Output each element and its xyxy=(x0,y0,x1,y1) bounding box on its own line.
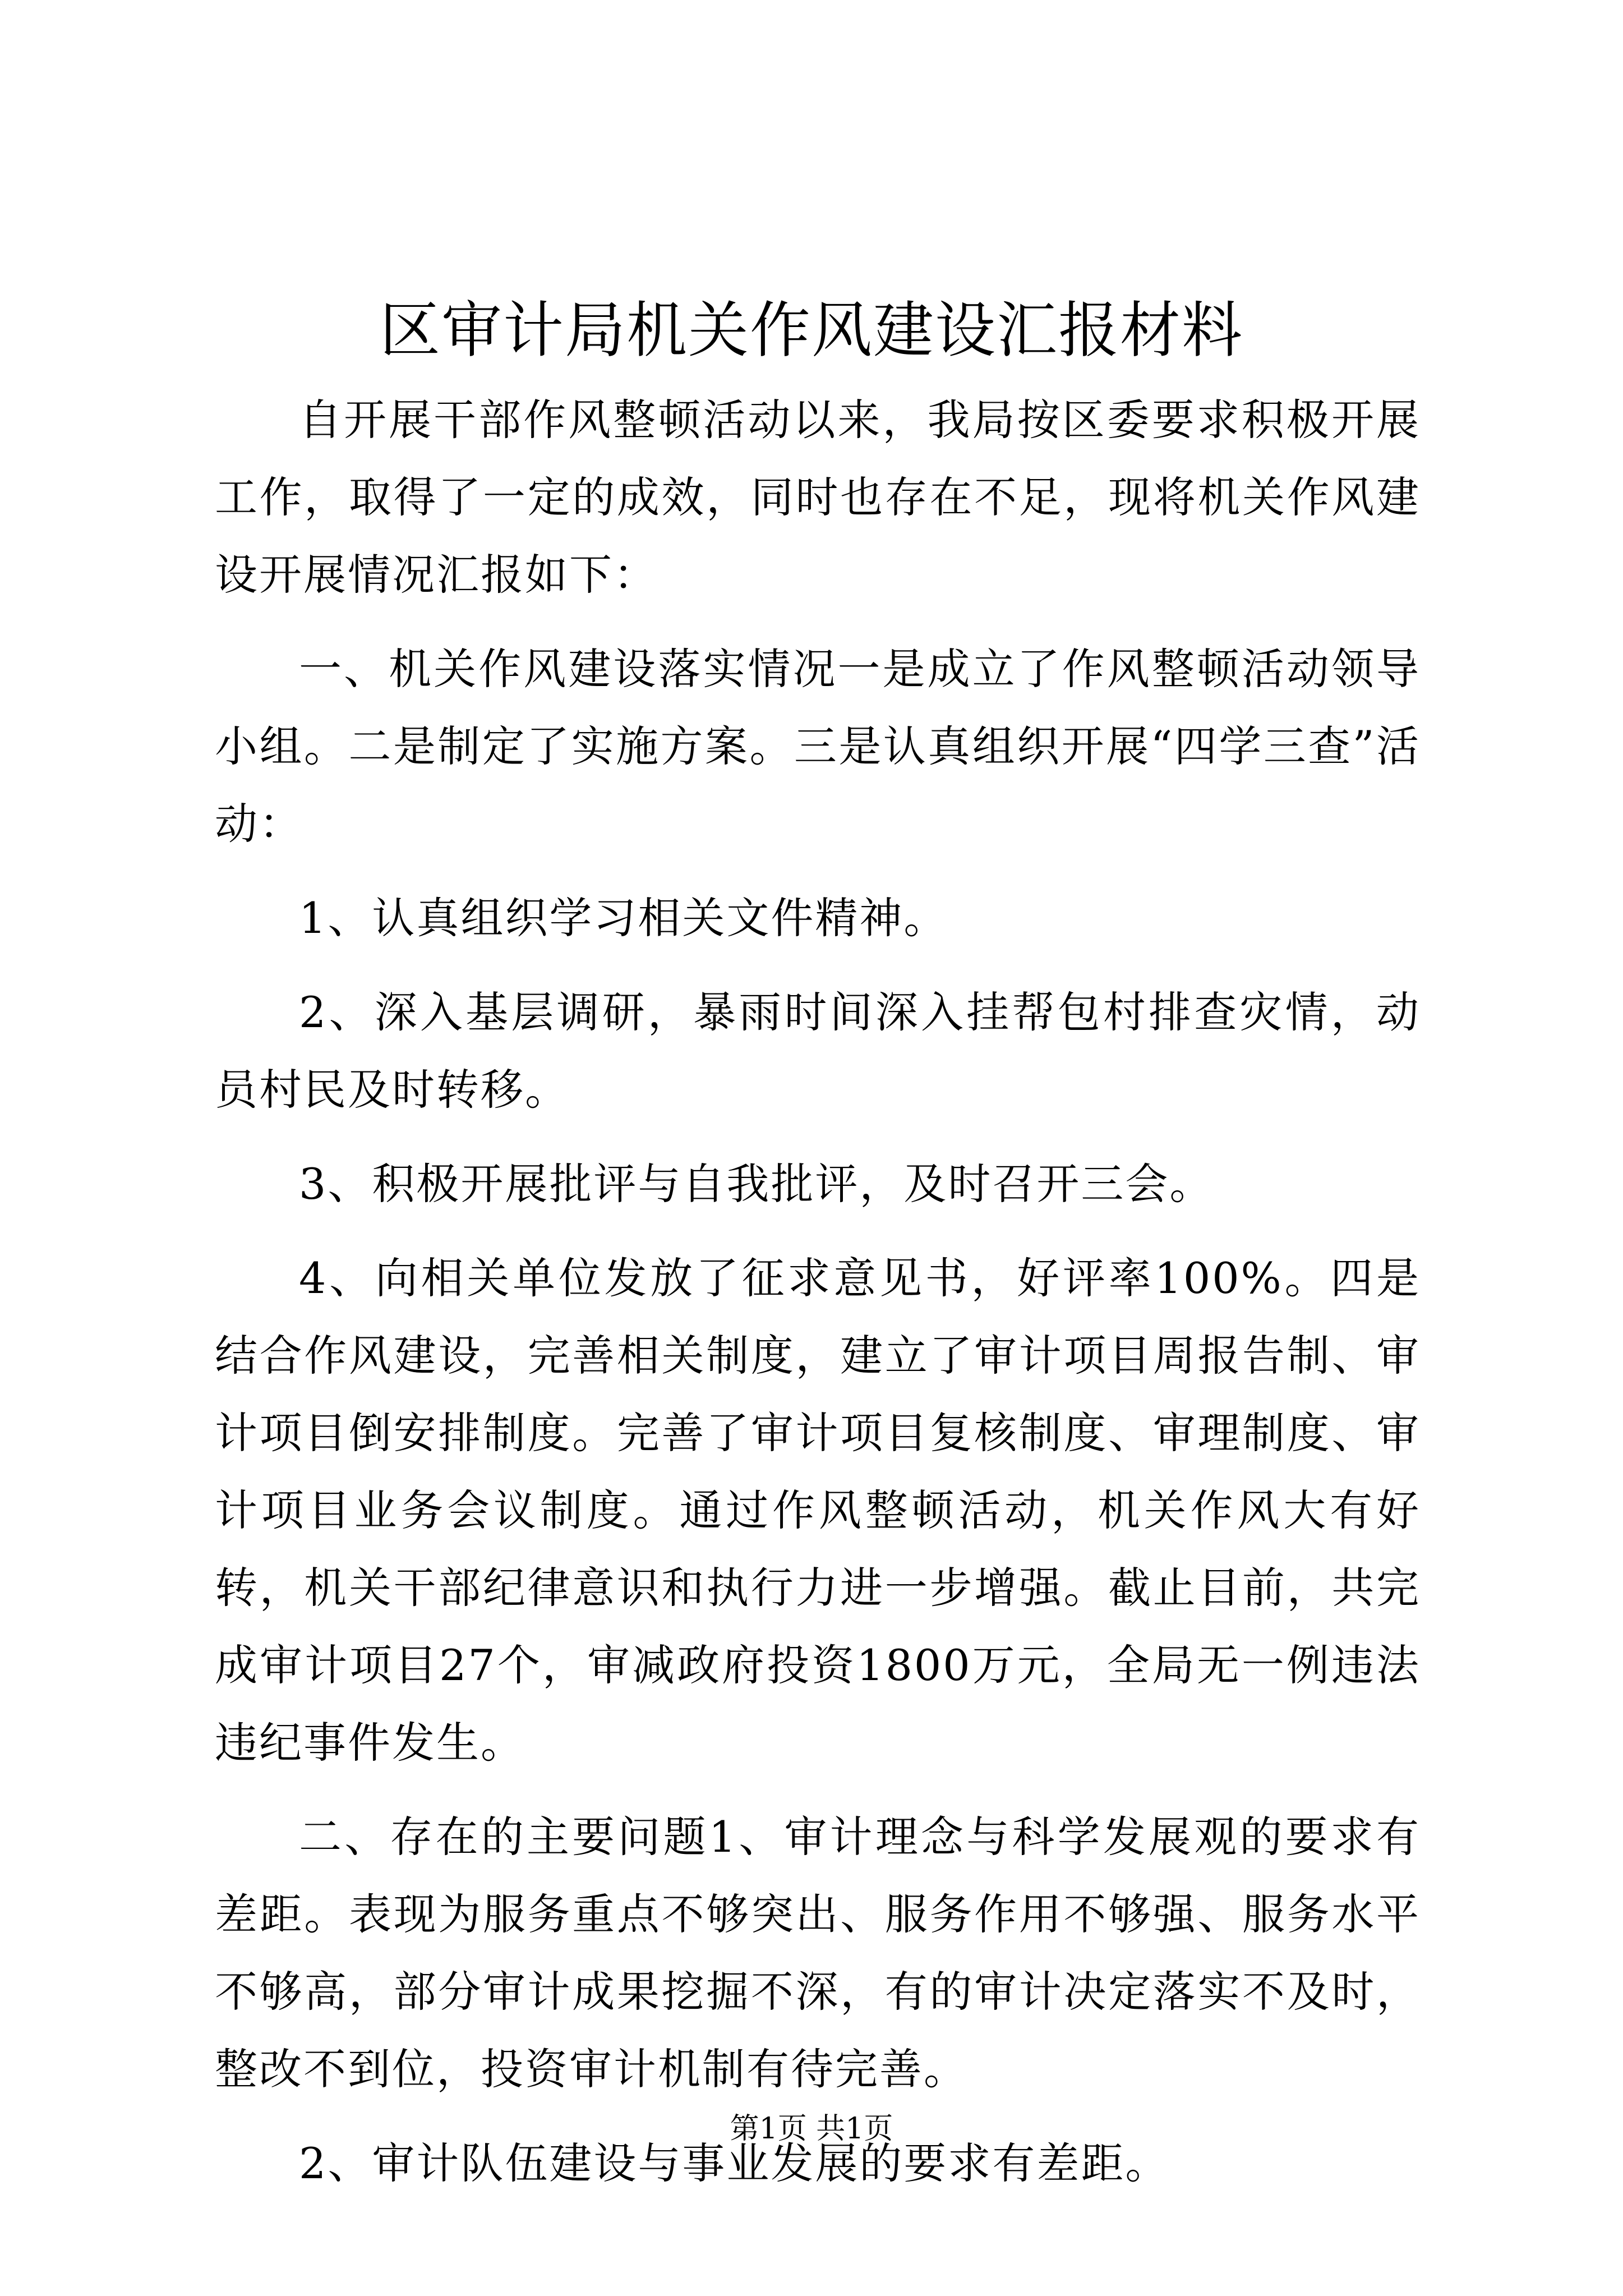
page-number-footer: 第1页 共1页 xyxy=(730,2112,893,2146)
paragraph-item-3: 3、积极开展批评与自我批评，及时召开三会。 xyxy=(299,1159,1214,1209)
document-body xyxy=(215,381,1421,2219)
document-title: 区审计局机关作风建设汇报材料 xyxy=(379,296,1243,366)
paragraph-section-two-item-2: 2、审计队伍建设与事业发展的要求有差距。 xyxy=(299,2138,1170,2188)
paragraph-item-1: 1、认真组织学习相关文件精神。 xyxy=(299,893,948,943)
paragraph-item-2: 2、深入基层调研，暴雨时间深入挂帮包村排查灾情，动员村民及时转移。 xyxy=(215,987,1421,1115)
paragraph-intro: 自开展干部作风整顿活动以来，我局按区委要求积极开展工作，取得了一定的成效，同时也存在不足，现将机关作风建设开展情况汇报如下： xyxy=(215,395,1421,600)
paragraph-section-one: 一、机关作风建设落实情况一是成立了作风整顿活动领导小组。二是制定了实施方案。三是认真组织开展“四学三查”活动： xyxy=(215,644,1421,849)
paragraph-section-two: 二、存在的主要问题1、审计理念与科学发展观的要求有差距。表现为服务重点不够突出、服务作用不够强、服务水平不够高，部分审计成果挖掘不深，有的审计决定落实不及时，整改不到位，投资审计机制有待完善。 xyxy=(215,1812,1421,2094)
paragraph-item-4: 4、向相关单位发放了征求意见书，好评率100%。四是结合作风建设，完善相关制度，建立了审计项目周报告制、审计项目倒安排制度。完善了审计项目复核制度、审理制度、审计项目业务会议制度。通过作风整顿活动，机关作风大有好转，机关干部纪律意识和执行力进一步增强。截止目前，共完成审计项目27个，审减政府投资1800万元，全局无一例违法违纪事件发生。 xyxy=(215,1253,1421,1768)
